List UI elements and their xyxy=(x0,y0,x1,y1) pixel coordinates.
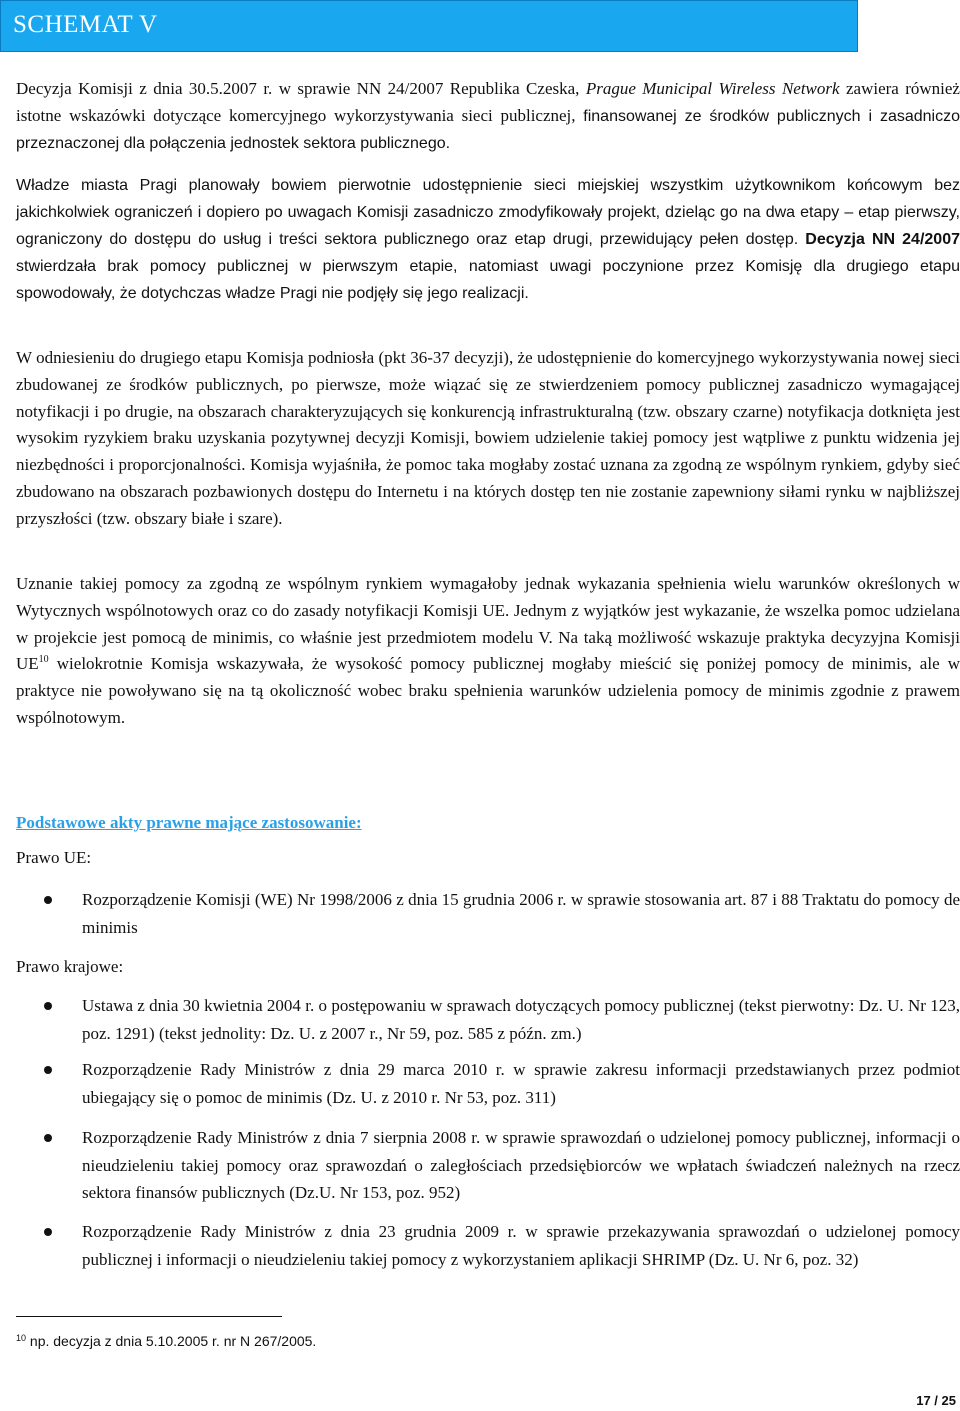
p1-tail: finansowanej ze środków publicznych i zasadniczo przeznaczonej dla połączenia jednostek sektora publicznego. xyxy=(16,107,960,153)
list-item-national-act: Rozporządzenie Rady Ministrów z dnia 7 sierpnia 2008 r. w sprawie sprawozdań o udzielonej pomocy publicznej, informacji o nieudzieleniu takiej pomocy oraz sprawozdań o zaległościach przedsiębiorców we wpłatach świadczeń należnych na rzecz sektora finansów publicznych (Dz.U. Nr 153, poz. 952) xyxy=(82,1128,960,1202)
footnote-number: 10 xyxy=(16,1333,27,1343)
paragraph-compatibility xyxy=(16,571,960,732)
p2-bold-decision: Decyzja NN 24/2007 xyxy=(805,231,960,248)
p1-italic-project-name: Prague Municipal Wireless Network xyxy=(585,79,840,98)
p2-text-a: Władze miasta Pragi planowały bowiem pierwotnie udostępnienie sieci miejskiej wszystkim użytkownikom końcowym bez jakichkolwiek ograniczeń i dopiero po uwagach Komisji zasadniczo zmodyfikowały projekt, dzieląc go na dwa etapy – etap pierwszy, ograniczony do dostępu do usług i treści sektora publicznego oraz etap drugi, przewidujący pełen dostęp. xyxy=(16,177,960,248)
footnote-ref-10[interactable]: 10 xyxy=(38,654,49,666)
label-eu-law: Prawo UE: xyxy=(16,848,92,867)
bullet-dot xyxy=(44,1002,52,1010)
footnote-text: np. decyzja z dnia 5.10.2005 r. nr N 267/2005. xyxy=(26,1333,317,1349)
list-item-national-act: Ustawa z dnia 30 kwietnia 2004 r. o postępowaniu w sprawach dotyczących pomocy publicznej (tekst pierwotny: Dz. U. Nr 123, poz. 1291) (tekst jednolity: Dz. U. z 2007 r., Nr 59, poz. 585 z późn. zm.) xyxy=(82,996,960,1043)
paragraph-second-stage: W odniesieniu do drugiego etapu Komisja podniosła (pkt 36-37 decyzji), że udostępnienie do komercyjnego wykorzystywania nowej sieci zbudowanej ze środków publicznych, po pierwsze, może wiązać się ze stwierdzeniem pomocy publicznej zasadniczo wymagającej notyfikacji i po drugie, na obszarach charakteryzujących się konkurencją infrastrukturalną (tzw. obszary czarne) notyfikacja dotknięta jest wysokim ryzykiem braku uzyskania pozytywnej decyzji Komisji, bowiem udzielenie takiej pomocy jest wątpliwe z punktu widzenia jej niezbędności i proporcjonalności. Komisja wyjaśniła, że pomoc taka mogłaby zostać uznana za zgodną ze wspólnym rynkiem, gdyby sieć zbudowano na obszarach pozbawionych dostępu do Internetu i na których dostęp ten nie zostanie zapewniony siłami rynku w najbliższej przyszłości (tzw. obszary białe i szare). xyxy=(16,348,960,528)
footnote-separator xyxy=(16,1316,282,1317)
bullet-dot xyxy=(44,1134,52,1142)
legal-acts-heading: Podstawowe akty prawne mające zastosowanie: xyxy=(16,813,362,832)
paragraph-decision-intro xyxy=(16,76,960,158)
label-national-law: Prawo krajowe: xyxy=(16,957,124,976)
p4-text-a: Uznanie takiej pomocy za zgodną ze wspólnym rynkiem wymagałoby jednak wykazania spełnienia wielu warunków określonych w Wytycznych wspólnotowych oraz co do zasady notyfikacji Komisji UE. Jednym z wyjątków jest wykazanie, że wszelka pomoc udzielana w projekcie jest pomocą de minimis, co właśnie jest przedmiotem modelu V. Na taką możliwość wskazuje praktyka decyzyjna Komisji UE xyxy=(16,574,960,674)
bullet-dot xyxy=(44,1066,52,1074)
list-item-eu-act: Rozporządzenie Komisji (WE) Nr 1998/2006 z dnia 15 grudnia 2006 r. w sprawie stosowania art. 87 i 88 Traktatu do pomocy de minimis xyxy=(82,890,960,937)
list-item-national-act: Rozporządzenie Rady Ministrów z dnia 29 marca 2010 r. w sprawie zakresu informacji przedstawianych przez podmiot ubiegający się o pomoc de minimis (Dz. U. z 2010 r. Nr 53, poz. 311) xyxy=(82,1060,960,1107)
page-number: 17 / 25 xyxy=(916,1393,956,1408)
paragraph-prague-authorities xyxy=(16,172,960,307)
bullet-dot xyxy=(44,1228,52,1236)
p4-text-b: wielokrotnie Komisja wskazywała, że wysokość pomocy publicznej mogłaby mieścić się poniżej pomocy de minimis, ale w praktyce nie powoływano się na tą okoliczność wobec braku spełnienia warunków udzielenia pomocy de minimis zgodnie z prawem wspólnotowym. xyxy=(16,654,960,727)
list-item-national-act: Rozporządzenie Rady Ministrów z dnia 23 grudnia 2009 r. w sprawie przekazywania sprawozdań o udzielonej pomocy publicznej i informacji o nieudzieleniu takiej pomocy z wykorzystaniem aplikacji SHRIMP (Dz. U. Nr 6, poz. 32) xyxy=(82,1222,960,1269)
page-title: SCHEMAT V xyxy=(13,11,158,38)
p2-text-b: stwierdzała brak pomocy publicznej w pierwszym etapie, natomiast uwagi poczynione przez Komisję dla drugiego etapu spowodowały, że dotychczas władze Pragi nie podjęły się jego realizacji. xyxy=(16,258,960,302)
p1-rest: zawiera również istotne wskazówki dotyczące komercyjnego wykorzystywania sieci publicznej, xyxy=(16,79,960,125)
schemat-header-banner xyxy=(0,0,858,52)
footnote xyxy=(16,1333,316,1349)
bullet-dot xyxy=(44,896,52,904)
p1-lead: Decyzja Komisji z dnia 30.5.2007 r. w sprawie NN 24/2007 Republika Czeska, xyxy=(16,79,586,98)
